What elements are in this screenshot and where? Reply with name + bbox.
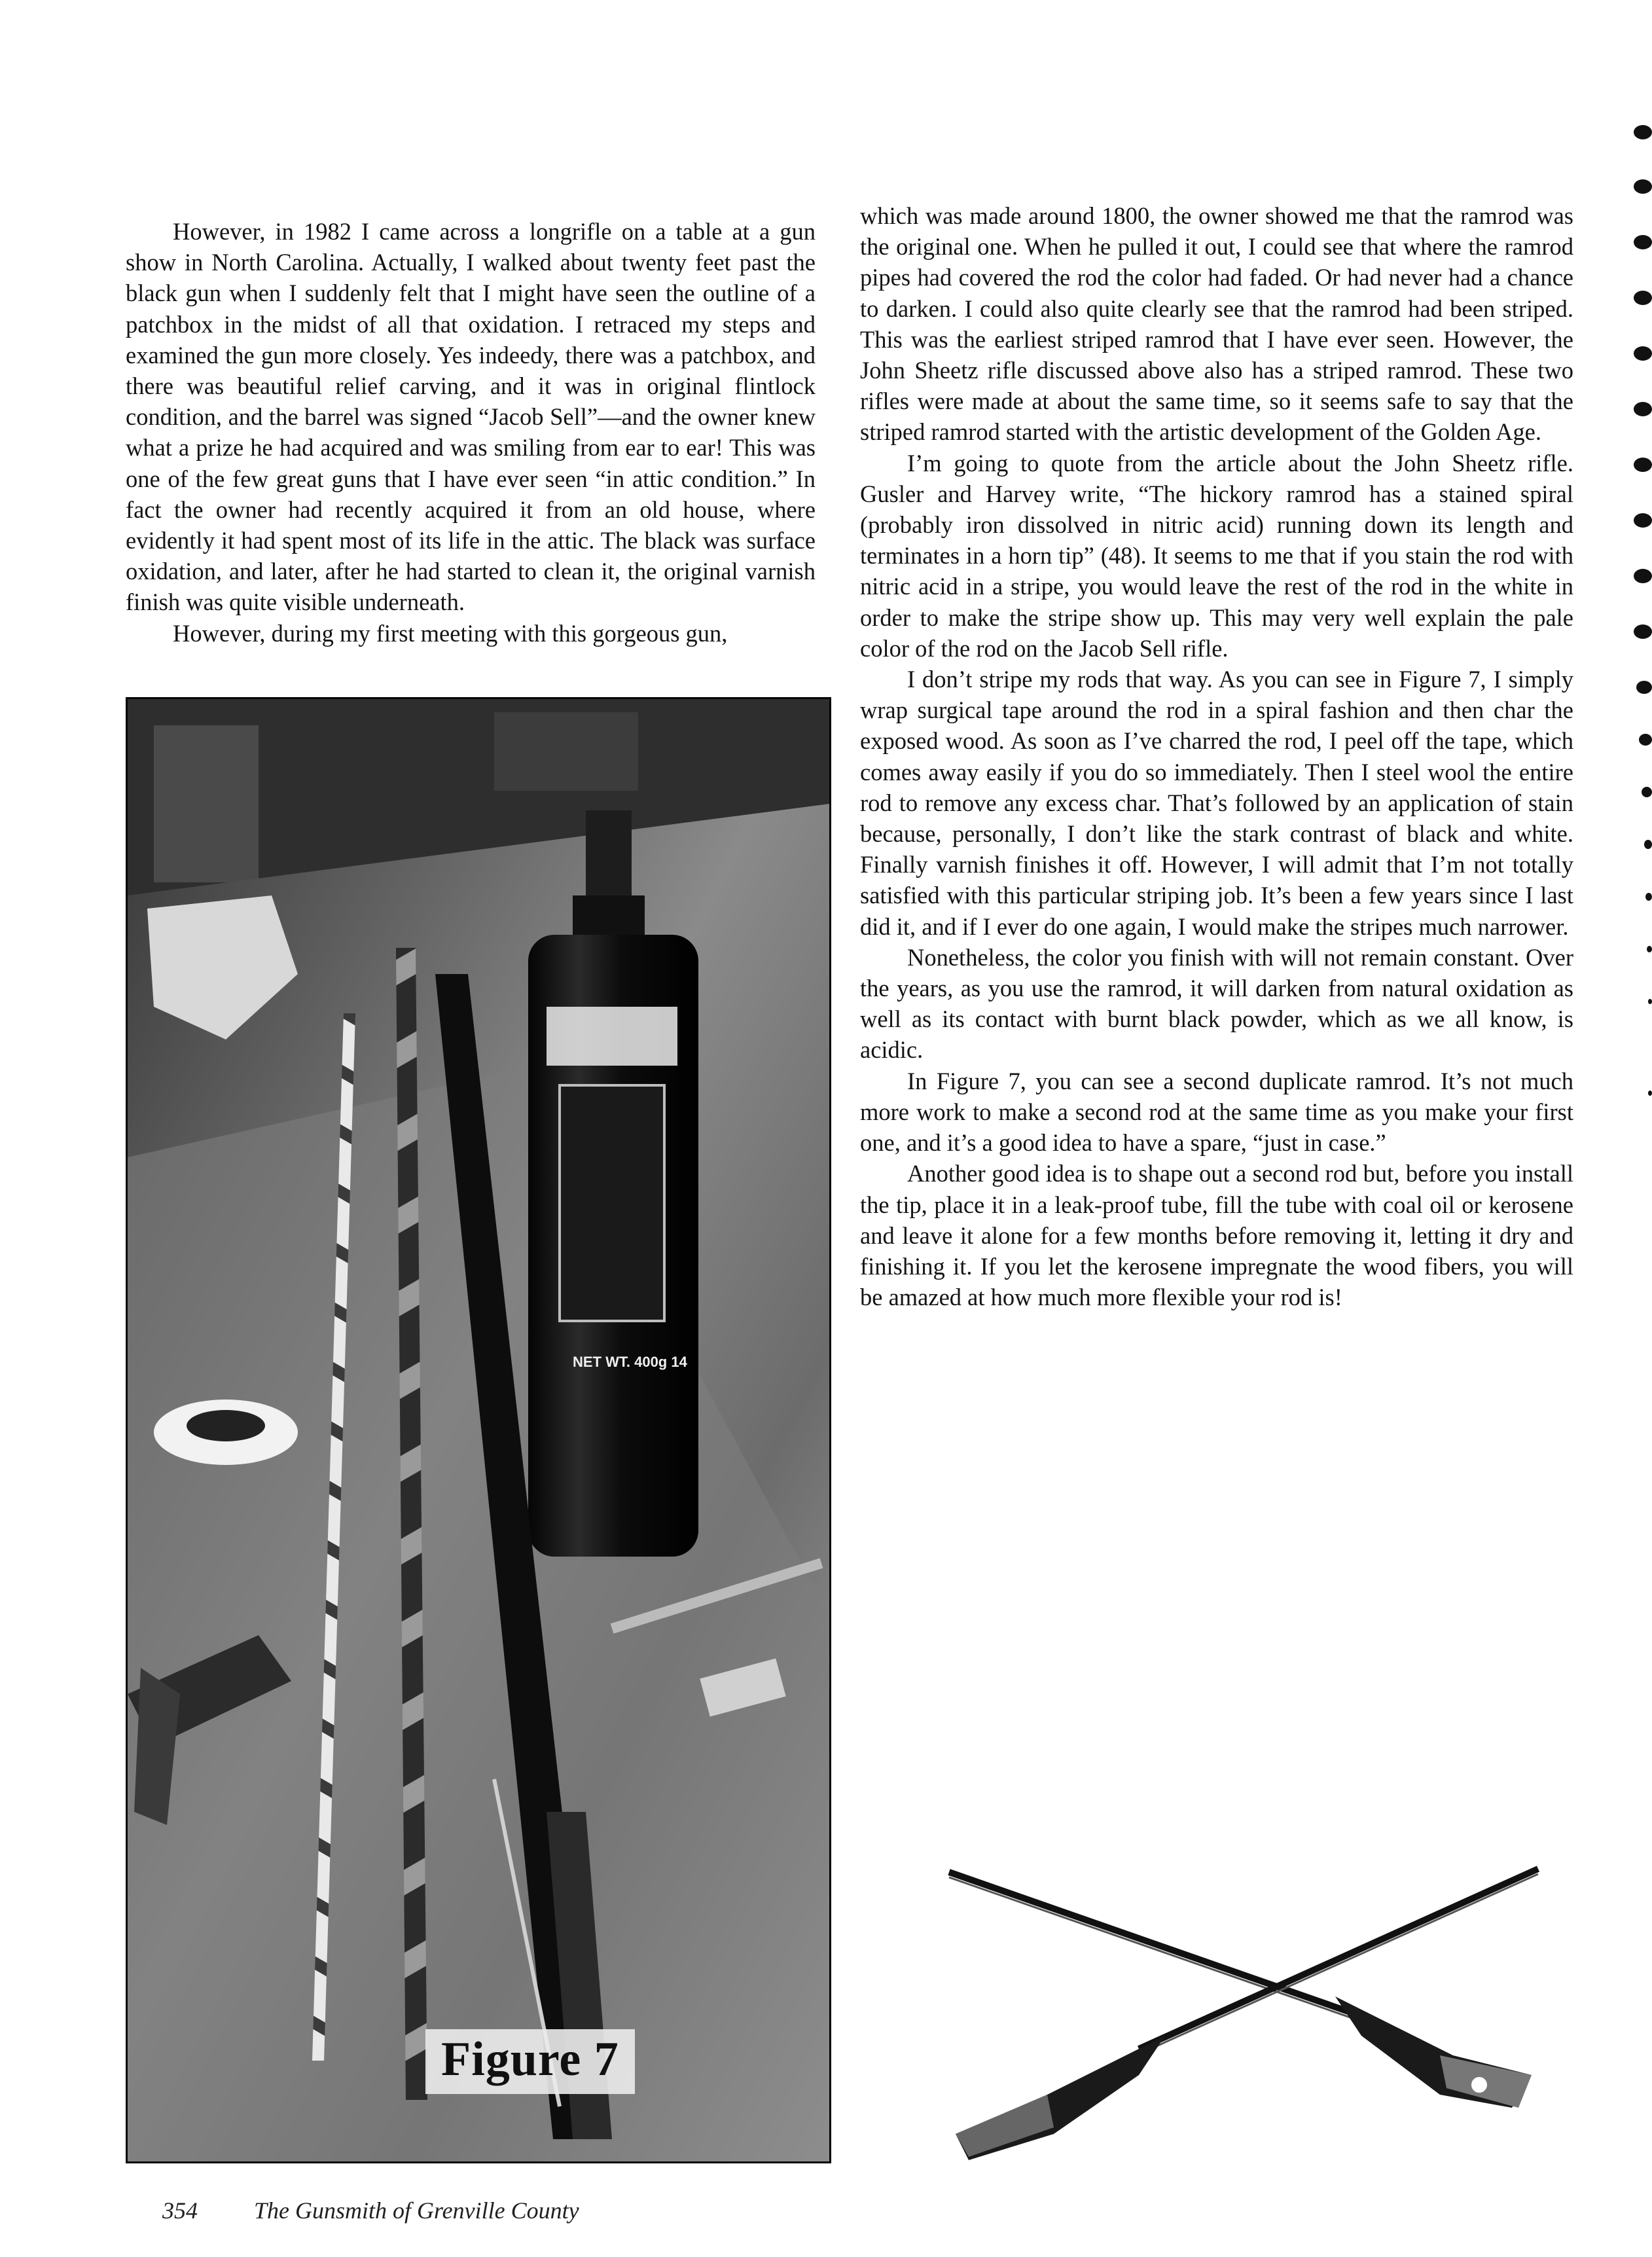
paragraph-jacob-sell-find: However, in 1982 I came across a longrifle on a table at a gun show in North Carolina. Actually, I walked about twenty feet past the black gun when I suddenly felt that I might have seen the outline of a patchbox in the midst of all that oxidation. I retraced my steps and examined the gun more closely. Yes indeedy, there was a patchbox, and there was beautiful relief carving, and it was in original flintlock condition, and the barrel was signed “Jacob Sell”—and the owner knew what a prize he had acquired and was smiling from ear to ear! This was one of the few great guns that I have ever seen “in attic condition.” In fact the owner had recently acquired it from an old house, where evidently it had spent most of its life in the attic. The black was surface oxidation, and later, after he had started to clean it, the original varnish finish was quite visible underneath.: [126, 218, 816, 616]
can-label: NET WT. 400g 14: [573, 1354, 687, 1370]
rifle-right-icon: [956, 1869, 1538, 2160]
right-column: [860, 200, 1573, 1312]
paragraph-striping-method: I don’t stripe my rods that way. As you can see in Figure 7, I simply wrap surgical tape around the rod in a spiral fashion and then char the exposed wood. As soon as I’ve charred the rod, I peel off the tape, which comes away easily if you do so immediately. Then I steel wool the entire rod to remove any excess char. That’s followed by an application of stain because, personally, I don’t like the stark contrast of black and white. Finally varnish finishes it off. However, I will admit that I’m not totally satisfied with this particular striping job. It’s been a few years since I last did it, and if I ever do one again, I would make the stripes much narrower.: [860, 666, 1573, 940]
rifle-left-icon: [949, 1872, 1532, 2108]
figure-caption: Figure 7: [425, 2029, 635, 2094]
paragraph-original-ramrod: which was made around 1800, the owner showed me that the ramrod was the original one. When he pulled it out, I could see that where the ramrod pipes had covered the rod the color had faded. Or had never had a chance to darken. I could also quite clearly see that the ramrod had been striped. This was the earliest striped ramrod that I have ever seen. However, the John Sheetz rifle discussed above also has a striped ramrod. These two rifles were made at about the same time, so it seems safe to say that the striped ramrod started with the artistic development of the Golden Age.: [860, 202, 1573, 446]
figure-7-photo: [126, 697, 831, 2163]
page-number: 354: [162, 2197, 198, 2224]
paragraph-first-meeting: However, during my first meeting with this gorgeous gun,: [173, 619, 728, 647]
binding-marks: [1621, 111, 1652, 1355]
paragraph-sheetz-quote: I’m going to quote from the article about the John Sheetz rifle. Gusler and Harvey write, “The hickory ramrod has a stained spiral (probably iron dissolved in nitric acid) running down its length and terminates in a horn tip” (48). It seems to me that if you stain the rod with nitric acid in a stripe, you would leave the rest of the rod in the white in order to make the stripe show up. This may very well explain the pale color of the rod on the Jacob Sell rifle.: [860, 449, 1573, 662]
paragraph-color-change: Nonetheless, the color you finish with will not remain constant. Over the years, as you use the ramrod, it will darken from natural oxidation as well as its contact with burnt black powder, which as we all know, is acidic.: [860, 943, 1573, 1064]
paragraph-kerosene-tip: Another good idea is to shape out a second rod but, before you install the tip, place it in a leak-proof tube, fill the tube with coal oil or kerosene and leave it alone for a few months before removing it, letting it dry and finishing it. If you let the kerosene impregnate the wood fibers, you will be amazed at how much more flexible your rod is!: [860, 1160, 1573, 1311]
paragraph-duplicate-ramrod: In Figure 7, you can see a second duplicate ramrod. It’s not much more work to make a second rod at the same time as you make your first one, and it’s a good idea to have a spare, “just in case.”: [860, 1067, 1573, 1157]
ramrod-photo-illustration: [128, 699, 829, 2161]
crossed-rifles-ornament: [943, 1859, 1545, 2160]
running-head: The Gunsmith of Grenville County: [254, 2197, 579, 2224]
left-column: [126, 216, 816, 649]
